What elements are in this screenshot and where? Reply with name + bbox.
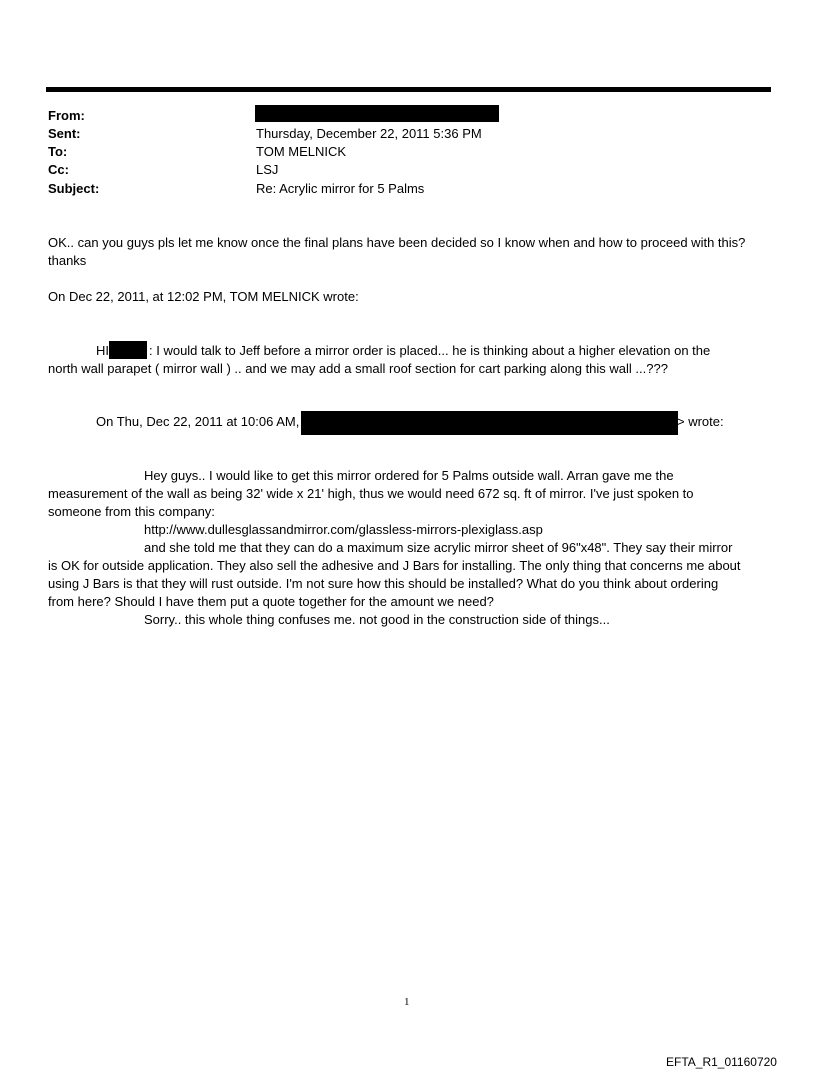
quote2-attribution-suffix: > wrote:	[677, 414, 724, 429]
quote2-line-8: from here? Should I have them put a quote together for the amount we need?	[48, 594, 494, 609]
header-top-rule	[46, 87, 771, 92]
quote2-line-9: Sorry.. this whole thing confuses me. not good in the construction side of things...	[144, 612, 610, 627]
document-id: EFTA_R1_01160720	[666, 1055, 777, 1069]
page-number: 1	[404, 996, 410, 1008]
quote1-line-2: north wall parapet ( mirror wall ) .. and we may add a small roof section for cart parking along this wall ...???	[48, 361, 668, 376]
subject-label: Subject:	[48, 181, 100, 196]
sent-value: Thursday, December 22, 2011 5:36 PM	[256, 126, 482, 141]
quote1-line-1: : I would talk to Jeff before a mirror order is placed... he is thinking about a higher elevation on the	[149, 343, 711, 358]
quote2-url-line: http://www.dullesglassandmirror.com/glassless-mirrors-plexiglass.asp	[144, 522, 543, 537]
quote2-line-5: and she told me that they can do a maximum size acrylic mirror sheet of 96"x48". They say their mirror	[144, 540, 733, 555]
from-redaction	[255, 105, 499, 122]
cc-label: Cc:	[48, 162, 69, 177]
quote2-line-7: using J Bars is that they will rust outside. I'm not sure how this should be installed? What do you think about ordering	[48, 576, 719, 591]
cc-value: LSJ	[256, 162, 279, 177]
to-value: TOM MELNICK	[256, 144, 347, 159]
quote1-greeting: HI	[96, 343, 109, 358]
quote2-line-3: someone from this company:	[48, 504, 215, 519]
greeting-name-redaction	[109, 341, 147, 359]
quote2-attribution-prefix: On Thu, Dec 22, 2011 at 10:06 AM,	[96, 414, 300, 429]
quote2-line-2: measurement of the wall as being 32' wide x 21' high, thus we would need 672 sq. ft of mirror. I've just spoken to	[48, 486, 694, 501]
sender-redaction	[301, 411, 678, 435]
to-label: To:	[48, 144, 68, 159]
from-label: From:	[48, 108, 85, 123]
subject-value: Re: Acrylic mirror for 5 Palms	[256, 181, 425, 196]
quote2-line-6: is OK for outside application. They also sell the adhesive and J Bars for installing. The only thing that concerns me about	[48, 558, 741, 573]
message-line-1: OK.. can you guys pls let me know once the final plans have been decided so I know when and how to proceed with this?	[48, 235, 746, 250]
sent-label: Sent:	[48, 126, 81, 141]
message-line-2: thanks	[48, 253, 87, 268]
quote2-line-1: Hey guys.. I would like to get this mirror ordered for 5 Palms outside wall. Arran gave me the	[144, 468, 674, 483]
quote1-attribution: On Dec 22, 2011, at 12:02 PM, TOM MELNICK wrote:	[48, 289, 359, 304]
